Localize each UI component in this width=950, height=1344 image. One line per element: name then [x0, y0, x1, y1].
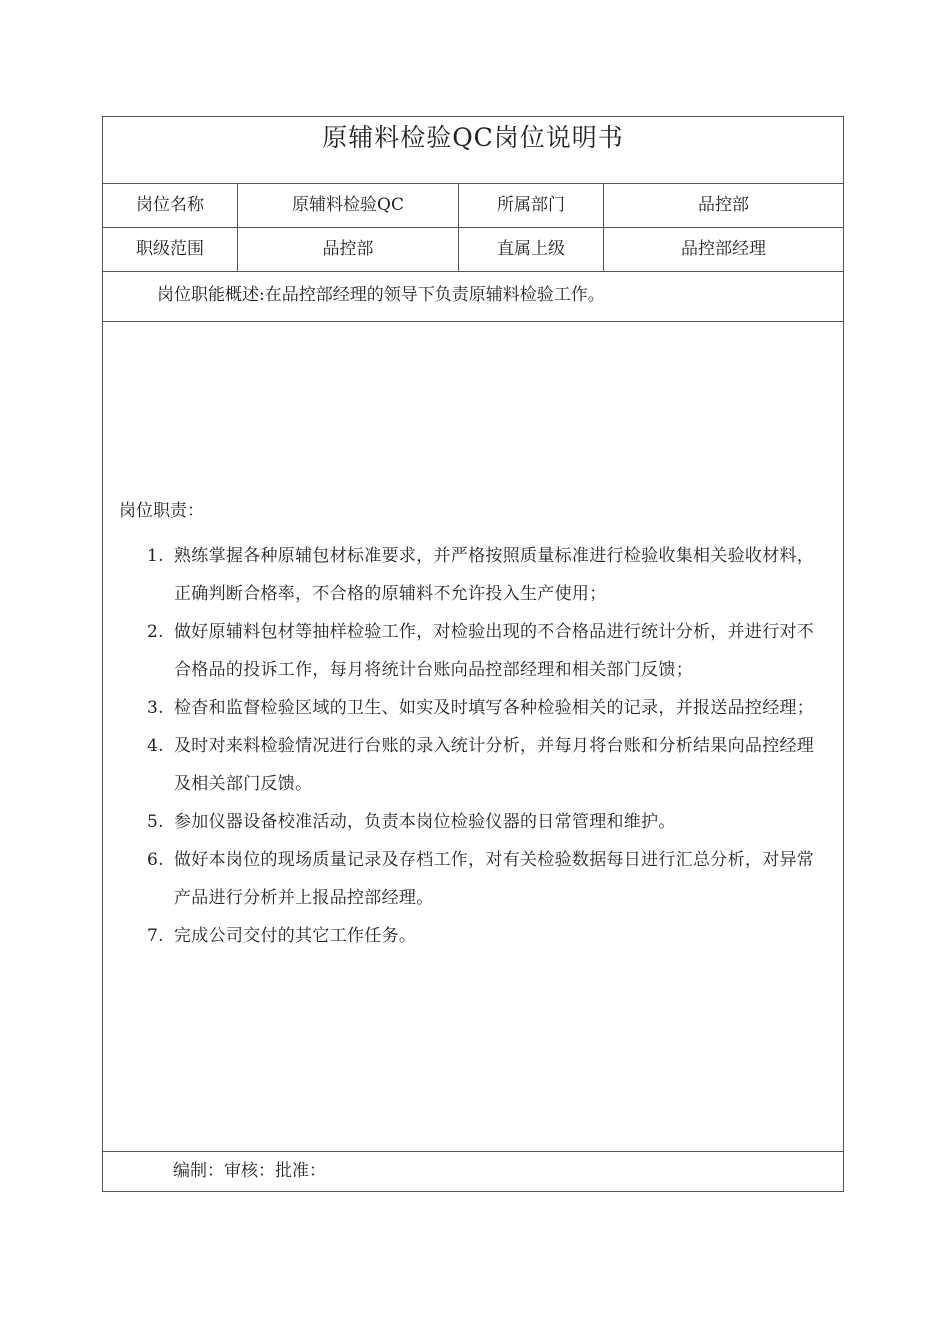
department-value: 品控部 [698, 195, 749, 215]
duty-text: 及时对来料检验情况进行台账的录入统计分析，并每月将台账和分析结果向品控经理及相关部门反馈。 [174, 736, 815, 794]
department-label: 所属部门 [459, 183, 604, 227]
duty-text: 参加仪器设备校准活动，负责本岗位检验仪器的日常管理和维护。 [174, 812, 676, 832]
title-row [103, 117, 843, 184]
duty-number: 4. [147, 736, 164, 756]
duty-item [147, 803, 831, 841]
duty-number: 5. [147, 812, 164, 832]
function-summary: 岗位职能概述:在品控部经理的领导下负责原辅料检验工作。 [157, 285, 605, 305]
duty-text: 做好本岗位的现场质量记录及存档工作，对有关检验数据每日进行汇总分析，对异常产品进行分析并上报品控部经理。 [174, 850, 815, 908]
document-title: 原辅料检验QC岗位说明书 [322, 123, 624, 152]
duty-item [147, 917, 831, 955]
position-name-label: 岗位名称 [103, 183, 238, 227]
signature-labels: 编制：审核：批准： [173, 1161, 326, 1181]
duty-number: 1. [147, 546, 164, 566]
rank-range-value: 品控部 [238, 227, 459, 271]
info-row-position [103, 183, 843, 228]
direct-supervisor-value: 品控部经理 [681, 239, 766, 259]
duty-text: 完成公司交付的其它工作任务。 [174, 926, 417, 946]
rank-range-label: 职级范围 [103, 227, 238, 271]
duty-item [147, 689, 831, 727]
duty-number: 2. [147, 622, 164, 642]
duty-text: 做好原辅料包材等抽样检验工作，对检验出现的不合格品进行统计分析，并进行对不合格品的投诉工作，每月将统计台账向品控部经理和相关部门反馈； [174, 622, 815, 680]
duties-list [147, 537, 831, 955]
duty-text: 熟练掌握各种原辅包材标准要求，并严格按照质量标准进行检验收集相关验收材料，正确判断合格率，不合格的原辅料不允许投入生产使用； [174, 546, 815, 604]
duty-number: 7. [147, 926, 164, 946]
duty-number: 6. [147, 850, 164, 870]
duty-number: 3. [147, 698, 164, 718]
info-row-rank [103, 227, 843, 272]
summary-row [103, 271, 843, 322]
direct-supervisor-label: 直属上级 [459, 227, 604, 271]
signature-row [103, 1151, 843, 1192]
job-description-sheet [102, 116, 844, 1192]
duties-heading: 岗位职责： [119, 501, 204, 521]
duty-item [147, 613, 831, 689]
duty-item [147, 841, 831, 917]
duty-item [147, 727, 831, 803]
duty-text: 检杳和监督检验区域的卫生、如实及时填写各种检验相关的记录，并报送品控经理； [174, 698, 815, 718]
duty-item [147, 537, 831, 613]
position-name-value: 原辅料检验QC [238, 183, 459, 227]
